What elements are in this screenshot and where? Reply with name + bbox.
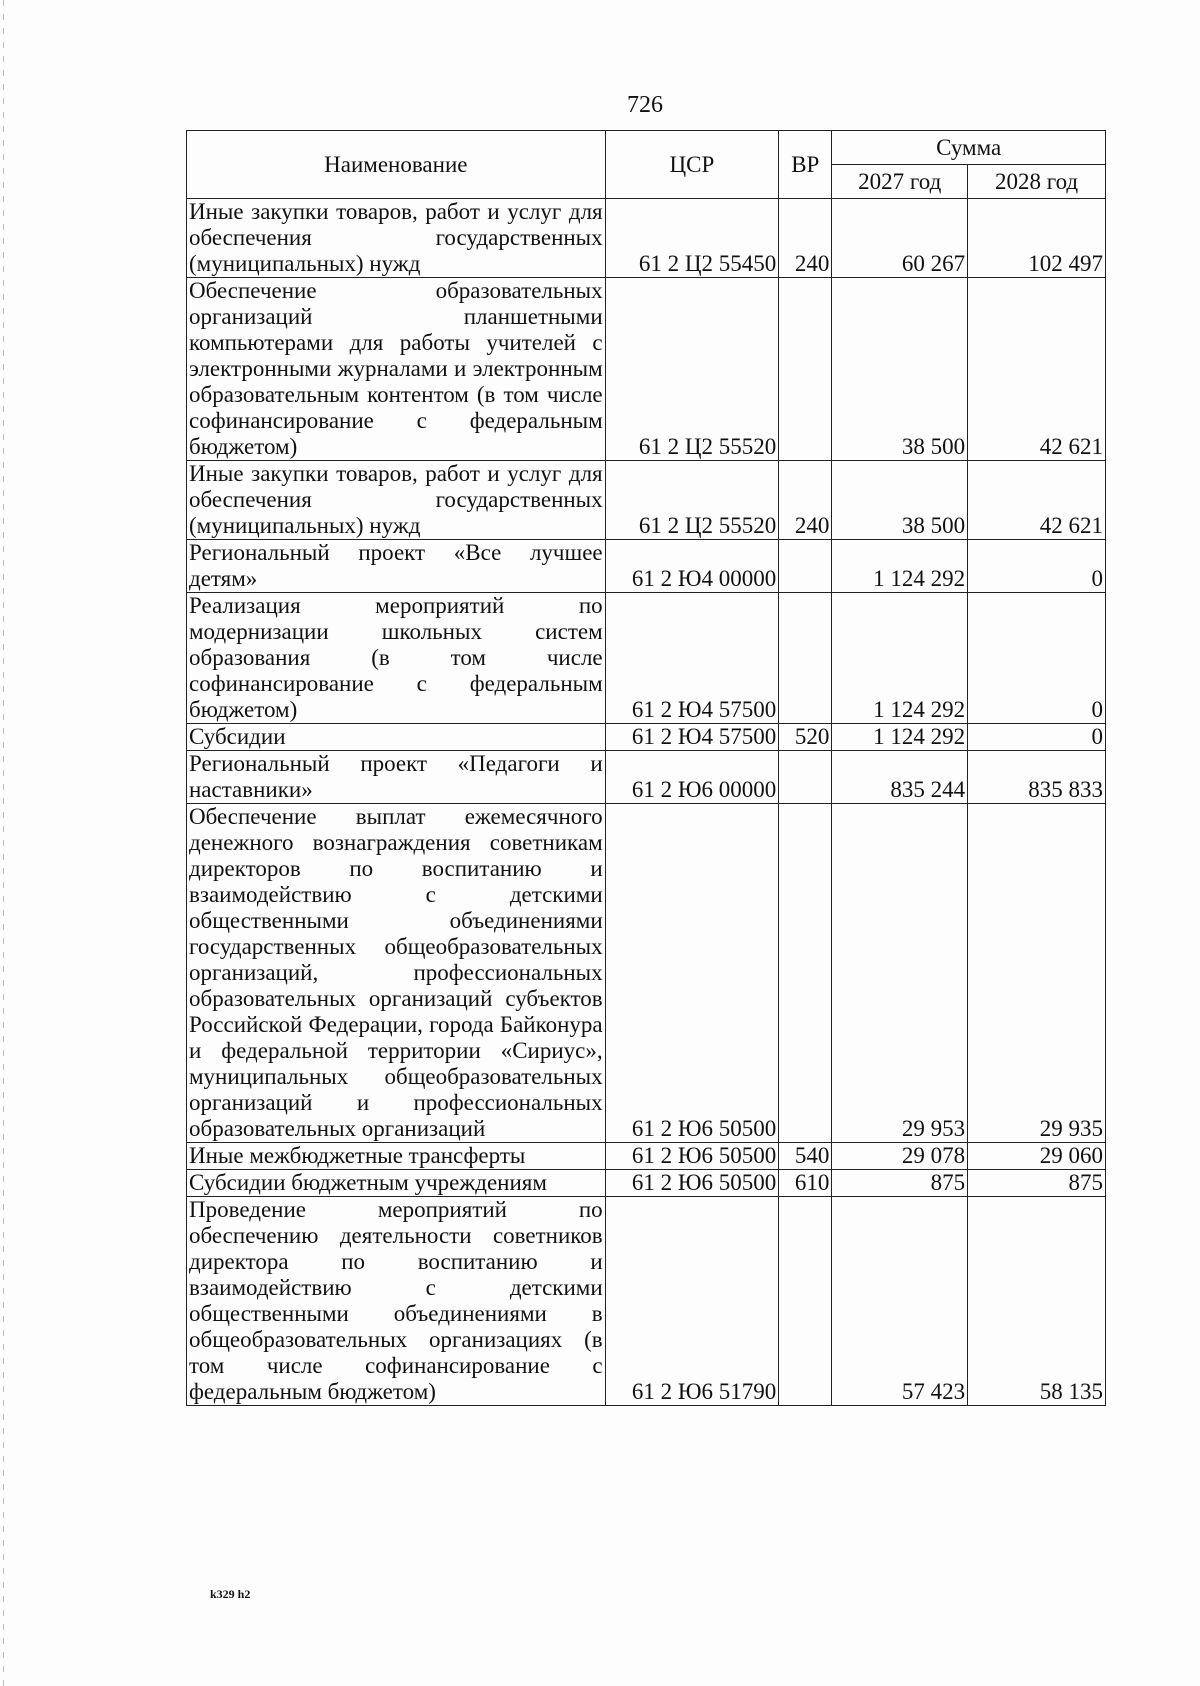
row-name-cell: Обеспечение образовательных организаций планшетными компьютерами для работы учителей с электронными журналами и электронным образовательным контентом (в том числе софинансирование с федеральным бюджетом) xyxy=(187,278,606,461)
row-2027-cell: 1 124 292 xyxy=(832,593,968,724)
row-2027-cell: 60 267 xyxy=(832,199,968,278)
row-2028-cell: 102 497 xyxy=(968,199,1106,278)
row-2028-cell: 0 xyxy=(968,724,1106,751)
table-row xyxy=(187,593,1106,724)
row-vr-cell xyxy=(779,278,832,461)
table-row xyxy=(187,1170,1106,1197)
row-csr-cell: 61 2 Ю4 57500 xyxy=(605,593,779,724)
row-2027-cell: 57 423 xyxy=(832,1197,968,1406)
table-row xyxy=(187,1197,1106,1406)
row-2028-cell: 29 060 xyxy=(968,1143,1106,1170)
row-vr-cell xyxy=(779,751,832,804)
row-name-cell: Иные закупки товаров, работ и услуг для обеспечения государственных (муниципальных) нужд xyxy=(187,199,606,278)
scan-edge-line xyxy=(3,0,4,1686)
table-row xyxy=(187,199,1106,278)
row-name-cell: Иные закупки товаров, работ и услуг для обеспечения государственных (муниципальных) нужд xyxy=(187,461,606,540)
row-2028-cell: 42 621 xyxy=(968,278,1106,461)
row-csr-cell: 61 2 Ю4 00000 xyxy=(605,540,779,593)
header-2027: 2027 год xyxy=(832,165,968,199)
page-number: 726 xyxy=(627,92,663,118)
table-row xyxy=(187,724,1106,751)
row-vr-cell: 240 xyxy=(779,461,832,540)
row-name-cell: Иные межбюджетные трансферты xyxy=(187,1143,606,1170)
row-name-cell: Проведение мероприятий по обеспечению деятельности советников директора по воспитанию и взаимодействию с детскими общественными объединениями в общеобразовательных организациях (в том числе софинансирование с федеральным бюджетом) xyxy=(187,1197,606,1406)
row-2028-cell: 42 621 xyxy=(968,461,1106,540)
row-vr-cell: 610 xyxy=(779,1170,832,1197)
row-2027-cell: 1 124 292 xyxy=(832,724,968,751)
table-row xyxy=(187,751,1106,804)
row-csr-cell: 61 2 Ю6 00000 xyxy=(605,751,779,804)
row-2027-cell: 29 953 xyxy=(832,804,968,1143)
row-csr-cell: 61 2 Ю4 57500 xyxy=(605,724,779,751)
row-csr-cell: 61 2 Ю6 50500 xyxy=(605,1143,779,1170)
row-2028-cell: 0 xyxy=(968,540,1106,593)
row-2027-cell: 29 078 xyxy=(832,1143,968,1170)
row-vr-cell xyxy=(779,593,832,724)
header-vr: ВР xyxy=(779,131,832,199)
table-header xyxy=(187,131,1106,199)
row-2028-cell: 875 xyxy=(968,1170,1106,1197)
row-name-cell: Региональный проект «Педагоги и наставники» xyxy=(187,751,606,804)
row-name-cell: Субсидии бюджетным учреждениям xyxy=(187,1170,606,1197)
row-2027-cell: 875 xyxy=(832,1170,968,1197)
row-csr-cell: 61 2 Ю6 50500 xyxy=(605,1170,779,1197)
row-2028-cell: 58 135 xyxy=(968,1197,1106,1406)
row-name-cell: Обеспечение выплат ежемесячного денежного вознаграждения советникам директоров по воспитанию и взаимодействию с детскими общественными объединениями государственных общеобразовательных организаций, профессиональных образовательных организаций субъектов Российской Федерации, города Байконура и федеральной территории «Сириус», муниципальных общеобразовательных организаций и профессиональных образовательных организаций xyxy=(187,804,606,1143)
row-csr-cell: 61 2 Ц2 55520 xyxy=(605,278,779,461)
table-body xyxy=(187,199,1106,1406)
row-vr-cell: 240 xyxy=(779,199,832,278)
row-2028-cell: 29 935 xyxy=(968,804,1106,1143)
row-vr-cell xyxy=(779,1197,832,1406)
row-csr-cell: 61 2 Ц2 55520 xyxy=(605,461,779,540)
row-2027-cell: 38 500 xyxy=(832,278,968,461)
header-sum: Сумма xyxy=(832,131,1106,165)
table-row xyxy=(187,540,1106,593)
row-vr-cell: 520 xyxy=(779,724,832,751)
row-csr-cell: 61 2 Ю6 50500 xyxy=(605,804,779,1143)
row-vr-cell: 540 xyxy=(779,1143,832,1170)
row-name-cell: Региональный проект «Все лучшее детям» xyxy=(187,540,606,593)
row-2027-cell: 38 500 xyxy=(832,461,968,540)
table-row xyxy=(187,278,1106,461)
row-name-cell: Субсидии xyxy=(187,724,606,751)
row-2028-cell: 835 833 xyxy=(968,751,1106,804)
row-name-cell: Реализация мероприятий по модернизации школьных систем образования (в том числе софинансирование с федеральным бюджетом) xyxy=(187,593,606,724)
table-row xyxy=(187,461,1106,540)
row-2027-cell: 1 124 292 xyxy=(832,540,968,593)
budget-table xyxy=(186,130,1106,1406)
table-row xyxy=(187,804,1106,1143)
header-2028: 2028 год xyxy=(968,165,1106,199)
row-csr-cell: 61 2 Ю6 51790 xyxy=(605,1197,779,1406)
row-csr-cell: 61 2 Ц2 55450 xyxy=(605,199,779,278)
row-2027-cell: 835 244 xyxy=(832,751,968,804)
header-csr: ЦСР xyxy=(605,131,779,199)
table-row xyxy=(187,1143,1106,1170)
row-vr-cell xyxy=(779,540,832,593)
header-name: Наименование xyxy=(187,131,606,199)
row-vr-cell xyxy=(779,804,832,1143)
footer-code: k329 h2 xyxy=(210,1587,251,1601)
row-2028-cell: 0 xyxy=(968,593,1106,724)
